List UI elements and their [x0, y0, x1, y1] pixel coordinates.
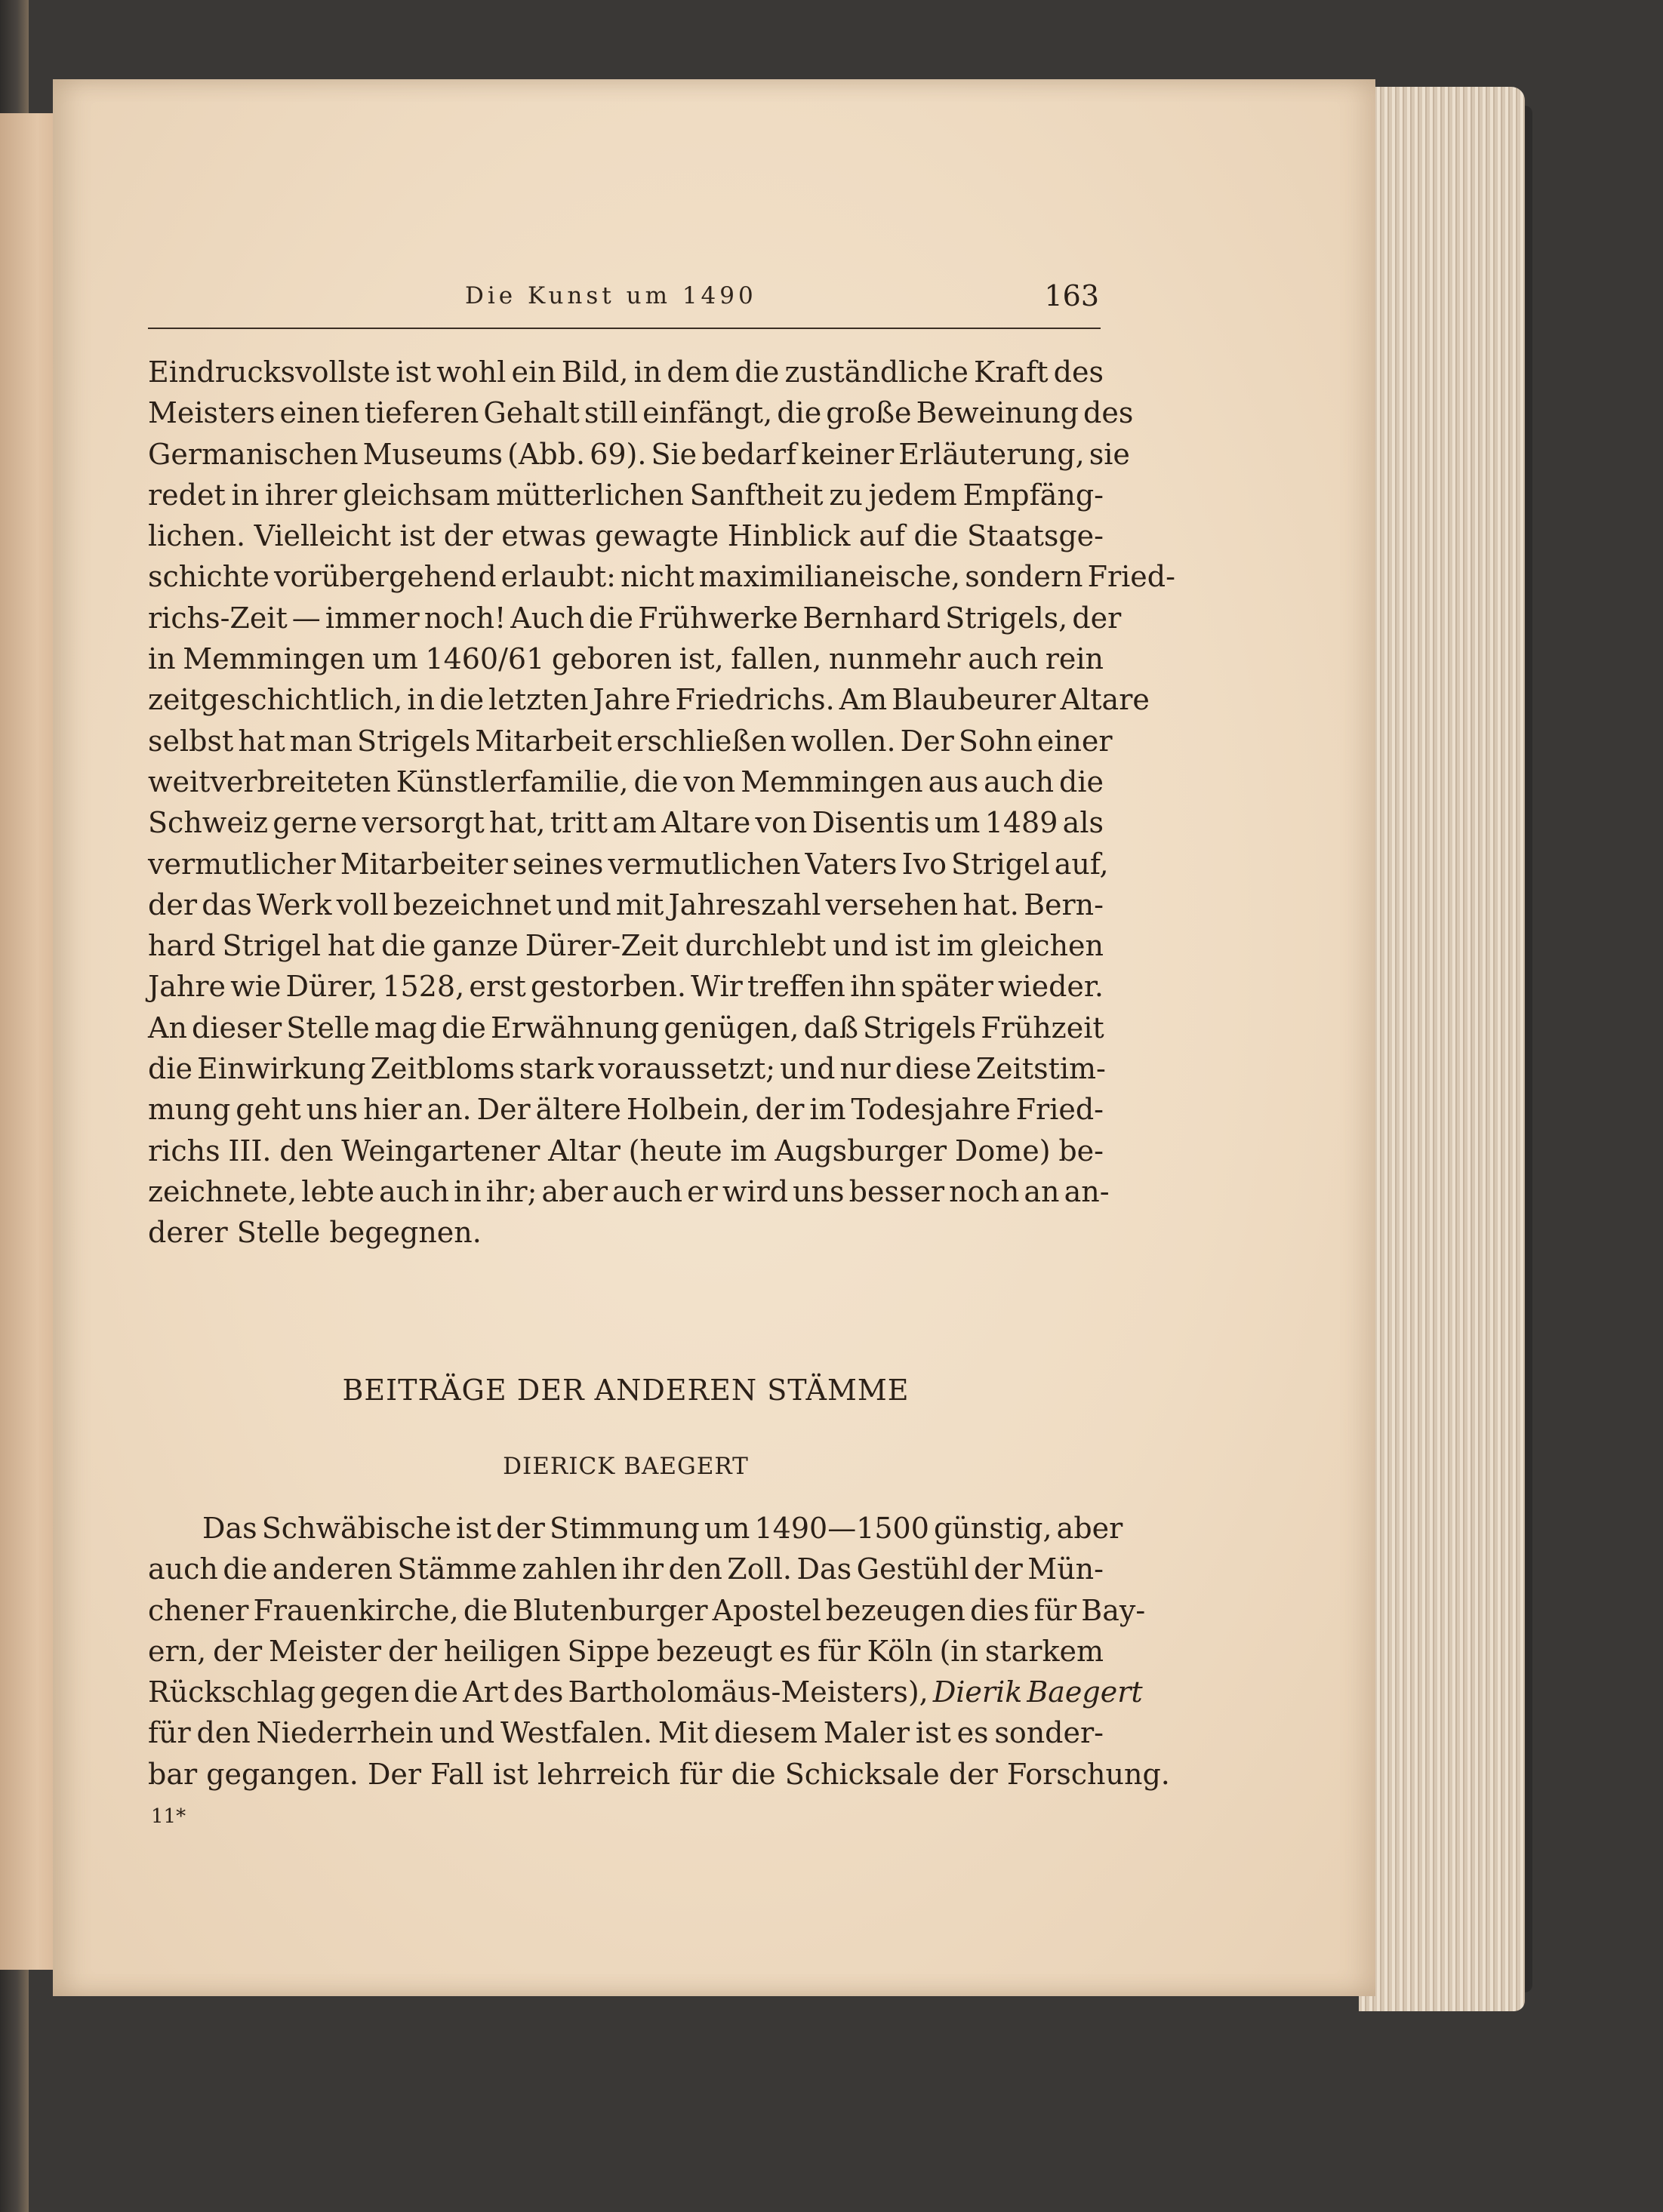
text-line: schichte vorübergehend erlaubt: nicht maximilianeische, sondern Fried- [148, 560, 1175, 594]
text-line: mung geht uns hier an. Der ältere Holbein, der im Todesjahre Fried- [148, 1093, 1104, 1127]
text-line: richs-Zeit — immer noch! Auch die Frühwerke Bernhard Strigels, der [148, 601, 1122, 635]
text-line: zeichnete, lebte auch in ihr; aber auch er wird uns besser noch an an- [148, 1174, 1110, 1208]
text-line [148, 1672, 1143, 1712]
page-stack-edge [1359, 87, 1525, 2011]
subsection-heading: DIERICK BAEGERT [503, 1453, 749, 1480]
page-number: 163 [1044, 279, 1099, 312]
text-line: derer Stelle begegnen. [148, 1216, 482, 1250]
text-line: An dieser Stelle mag die Erwähnung genügen, daß Strigels Frühzeit [148, 1011, 1104, 1044]
italic-name: Dierik Baegert [932, 1675, 1143, 1709]
page-header [148, 279, 1101, 329]
signature-mark: 11* [151, 1805, 186, 1828]
text-line: Schweiz gerne versorgt hat, tritt am Altare von Disentis um 1489 als [148, 806, 1104, 840]
text-line: hard Strigel hat die ganze Dürer-Zeit durchlebt und ist im gleichen [148, 929, 1104, 963]
text-line: chener Frauenkirche, die Blutenburger Apostel bezeugen dies für Bay- [148, 1593, 1146, 1627]
text-segment: Rückschlag gegen die Art des Bartholomäus-Meisters), [148, 1675, 933, 1709]
section-heading: BEITRÄGE DER ANDEREN STÄMME [342, 1374, 910, 1407]
text-line: selbst hat man Strigels Mitarbeit erschließen wollen. Der Sohn einer [148, 724, 1113, 758]
text-line: ern, der Meister der heiligen Sippe bezeugt es für Köln (in starkem [148, 1634, 1104, 1668]
text-line: der das Werk voll bezeichnet und mit Jahreszahl versehen hat. Bern- [148, 888, 1104, 921]
paragraph-1 [148, 352, 1175, 1254]
text-line: Germanischen Museums (Abb. 69). Sie bedarf keiner Erläuterung, sie [148, 437, 1130, 471]
text-line: redet in ihrer gleichsam mütterlichen Sanftheit zu jedem Empfäng- [148, 478, 1104, 512]
text-line: lichen. Vielleicht ist der etwas gewagte Hinblick auf die Staatsge- [148, 519, 1104, 553]
text-line: die Einwirkung Zeitbloms stark voraussetzt; und nur diese Zeitstim- [148, 1052, 1106, 1086]
text-line: richs III. den Weingartener Altar (heute im Augsburger Dome) be- [148, 1134, 1104, 1168]
text-line: Meisters einen tieferen Gehalt still einfängt, die große Beweinung des [148, 396, 1134, 430]
text-line: in Memmingen um 1460/61 geboren ist, fallen, nunmehr auch rein [148, 642, 1104, 676]
paragraph-2 [148, 1508, 1170, 1795]
running-title: Die Kunst um 1490 [465, 282, 757, 309]
text-line: zeitgeschichtlich, in die letzten Jahre Friedrichs. Am Blaubeurer Altare [148, 683, 1150, 717]
text-line: Eindrucksvollste ist wohl ein Bild, in dem die zuständliche Kraft des [148, 355, 1104, 389]
text-line: Das Schwäbische ist der Stimmung um 1490—1500 günstig, aber [202, 1512, 1123, 1545]
text-line: Jahre wie Dürer, 1528, erst gestorben. Wir treffen ihn später wieder. [148, 970, 1104, 1004]
text-line: für den Niederrhein und Westfalen. Mit diesem Maler ist es sonder- [148, 1716, 1104, 1750]
text-line: vermutlicher Mitarbeiter seines vermutlichen Vaters Ivo Strigel auf, [148, 847, 1109, 881]
text-line: weitverbreiteten Künstlerfamilie, die von Memmingen aus auch die [148, 765, 1104, 798]
text-line: auch die anderen Stämme zahlen ihr den Zoll. Das Gestühl der Mün- [148, 1552, 1104, 1586]
text-line: bar gegangen. Der Fall ist lehrreich für die Schicksale der Forschung. [148, 1757, 1170, 1791]
